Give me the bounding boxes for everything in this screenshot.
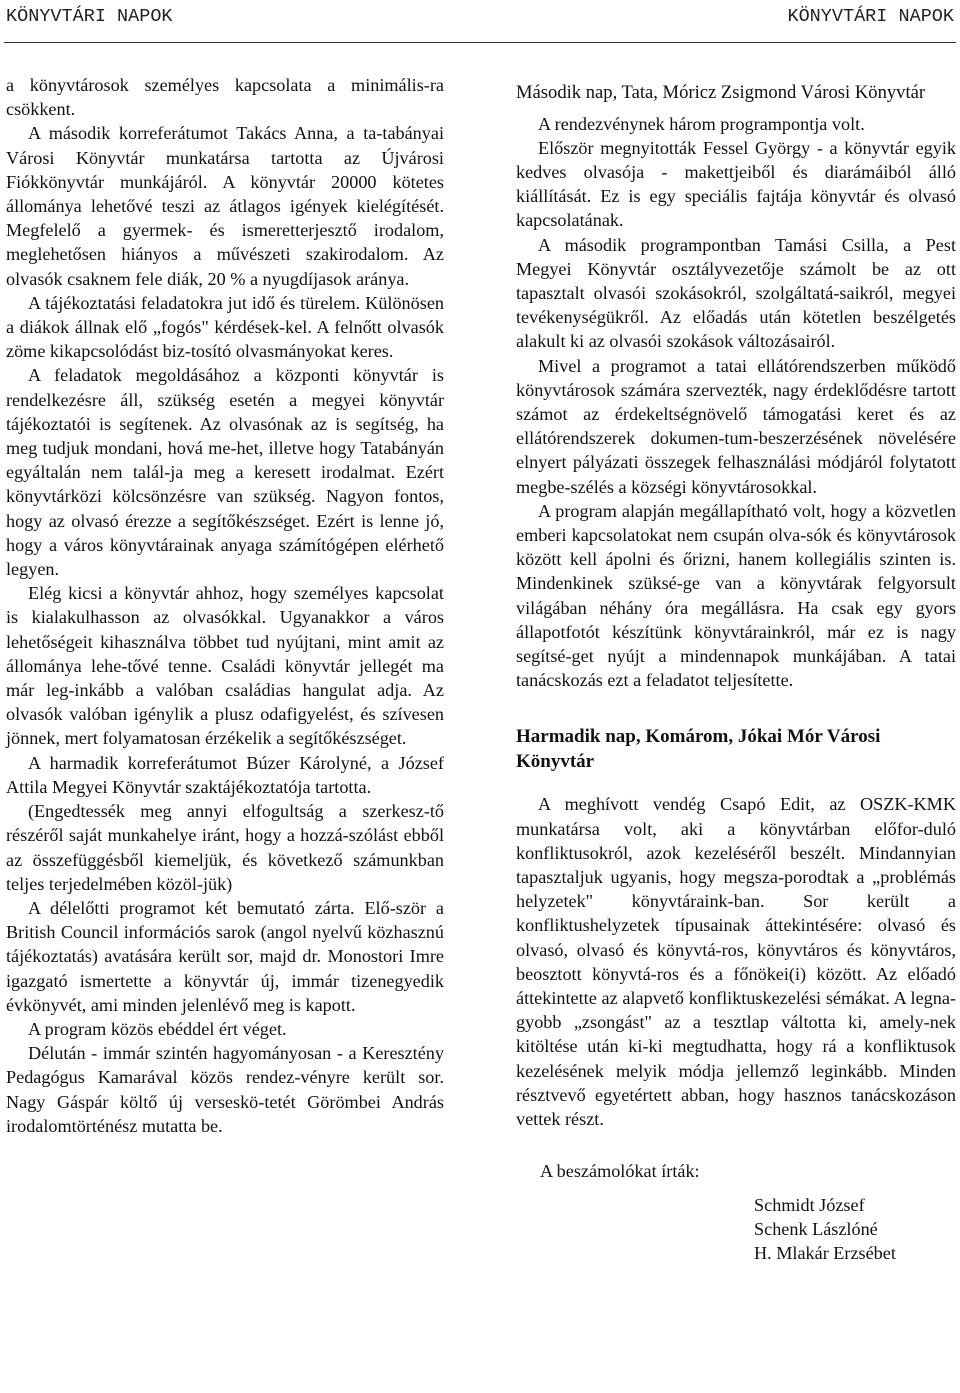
paragraph: A tájékoztatási feladatokra jut idő és türelem. Különösen a diákok állnak elő „fogós" kérdések-kel. A felnőtt olvasók zöme kikapcsolódást biz-tosító olvasmányokat keres.: [6, 292, 444, 362]
paragraph: Mivel a programot a tatai ellátórendszerben működő könyvtárosok számára szervezték, nagy érdeklődésre tartott számot az érdekeltségnövelő támogatási keret és az ellátórendszerek dokumen-tum-beszerzésének növelésére elnyert pályázati összegek felhasználási módjáról folytatott megbe-szélés a községi könyvtárosokkal.: [516, 355, 956, 497]
paragraph: A második korreferátumot Takács Anna, a ta-tabányai Városi Könyvtár munkatársa tartotta az Újvárosi Fiókkönyvtár munkájáról. A könyvtár 20000 kötetes állománya lehetővé teszi az átlagos igények kielégítését. Megfelelő a gyermek- és ismeretterjesztő irodalom, meglehetősen hiányos a művészeti szakirodalom. Az olvasók csaknem fele diák, 20 % a nyugdíjasok aránya.: [6, 123, 444, 289]
section-heading-second-day: Második nap, Tata, Móricz Zsigmond Városi Könyvtár: [516, 82, 926, 103]
running-header: [6, 6, 954, 32]
left-column: [6, 73, 444, 1138]
paragraph: a könyvtárosok személyes kapcsolata a minimális-ra csökkent.: [6, 75, 444, 120]
paragraph: A harmadik korreferátumot Búzer Károlyné, a József Attila Megyei Könyvtár szaktájékoztatója tartotta.: [6, 752, 444, 797]
author-name: H. Mlakár Erzsébet: [754, 1243, 896, 1264]
paragraph: Először megnyitották Fessel György - a könyvtár egyik kedves olvasója - makettjeiből és diarámáiból álló kiállítását. Ez is egy speciális fajtája könyvtár és olvasó kapcsolatának.: [516, 137, 956, 231]
header-right-title: KÖNYVTÁRI NAPOK: [787, 6, 954, 27]
paragraph: A feladatok megoldásához a központi könyvtár is rendelkezésre áll, szükség esetén a megyei könyvtár tájékoztatói is segítenek. Az olvasónak az is segítség, ha meg tudjuk mondani, hová me-het, illetve hogy Tatabányán egyáltalán nem talál-ja meg a keresett irodalmat. Ezért könyvtárközi kölcsönzésre van szükség. Nagyon fontos, hogy az olvasó érezze a segítőkészséget. Ezért is lenne jó, hogy a város könyvtárainak anyaga számítógépen elérhető legyen.: [6, 365, 444, 580]
paragraph: A rendezvénynek három programpontja volt.: [538, 113, 865, 134]
author-name: Schenk Lászlóné: [754, 1219, 878, 1240]
paragraph: Délután - immár szintén hagyományosan - a Keresztény Pedagógus Kamarával közös rendez-vényre került sor. Nagy Gáspár költő új verseskö-tetét Görömbei András irodalomtörténész mutatta be.: [6, 1043, 444, 1136]
signature-names: [516, 1193, 956, 1265]
author-name: Schmidt József: [754, 1195, 865, 1216]
paragraph: A második programpontban Tamási Csilla, a Pest Megyei Könyvtár osztályvezetője számolt be az ott tapasztalt olvasói szokásokról, szolgáltatá-saikról, megyei tevékenységükről. Az előadás után kötetlen beszélgetés alakult ki az olvasói szokások változásairól.: [516, 234, 956, 352]
paragraph: Elég kicsi a könyvtár ahhoz, hogy személyes kapcsolat is kialakulhasson az olvasókkal. Ugyanakkor a város lehetőségeit kihasználva többet tud nyújtani, mint amit az állománya lehe-tővé tenne. Családi könyvtár jellegét ma már leg-inkább a valóban családias hangulat adja. Az olvasók valóban igénylik a plusz odafigyelést, és szívesen jönnek, mert folyamatosan érzékelik a segítőkészséget.: [6, 583, 444, 749]
paragraph: A meghívott vendég Csapó Edit, az OSZK-KMK munkatársa volt, aki a könyvtárban előfor-duló konfliktusokról, azok kezeléséről beszélt. Mindannyian tapasztaljuk ugyanis, hogy megsza-porodtak a „problémás helyzetek" könyvtáraink-ban. Sor került a konfliktushelyzetek típusainak áttekintésére: olvasó és olvasó, olvasó és könyvtá-ros, könyvtáros és könyvtáros, beosztott könyvtá-ros és a főnökei(i) között. Az előadó áttekintette az alapvető konfliktuskezelési sémákat. A legna-gyobb „zsongást" az a tesztlap váltotta ki, amely-nek kitöltése után ki-ki megtudhatta, hogy rá a konfliktusok kezelésének melyik módja jellemző leginkább. Minden résztvevő egyetértett abban, hogy hasznos tanácskozáson vettek részt.: [516, 794, 956, 1130]
right-column: [516, 81, 956, 1265]
signature-intro: A beszámolókat írták:: [540, 1161, 700, 1182]
paragraph: A program közös ebéddel ért véget.: [28, 1018, 287, 1039]
paragraph: A program alapján megállapítható volt, hogy a közvetlen emberi kapcsolatokat nem csupán olva-sók és könyvtárosok között kell ápolni és őrizni, hanem kollegiális szinten is. Mindenkinek szüksé-ge van a könyvtárak felgyorsult világában néhány óra megállásra. Ha csak egy gyors állapotfotót készítünk könyvtárainkról, már ez is nagy segítsé-get nyújt a mindennapok munkájában. A tatai tanácskozás ezt a feladatot teljesítette.: [516, 500, 956, 691]
header-divider: [4, 42, 956, 43]
section-heading-third-day: Harmadik nap, Komárom, Jókai Mór Városi Könyvtár: [516, 726, 881, 773]
paragraph: A délelőtti programot két bemutató zárta. Elő-ször a British Council információs sarok (angol nyelvű közhasznú tájékoztatás) avatására került sor, majd dr. Monostori Imre igazgató ismertette a könyvtár új, immár tizenegyedik évkönyvét, ami minden jelenlévő meg is kapott.: [6, 897, 444, 1015]
paragraph: (Engedtessék meg annyi elfogultság a szerkesz-tő részéről saját munkahelye iránt, hogy a hozzá-szólást ebből az összefüggésből kiemeljük, és következő számunkban teljes terjedelmében közöl-jük): [6, 801, 444, 894]
signature-block: [516, 1159, 956, 1265]
header-left-title: KÖNYVTÁRI NAPOK: [6, 6, 173, 27]
